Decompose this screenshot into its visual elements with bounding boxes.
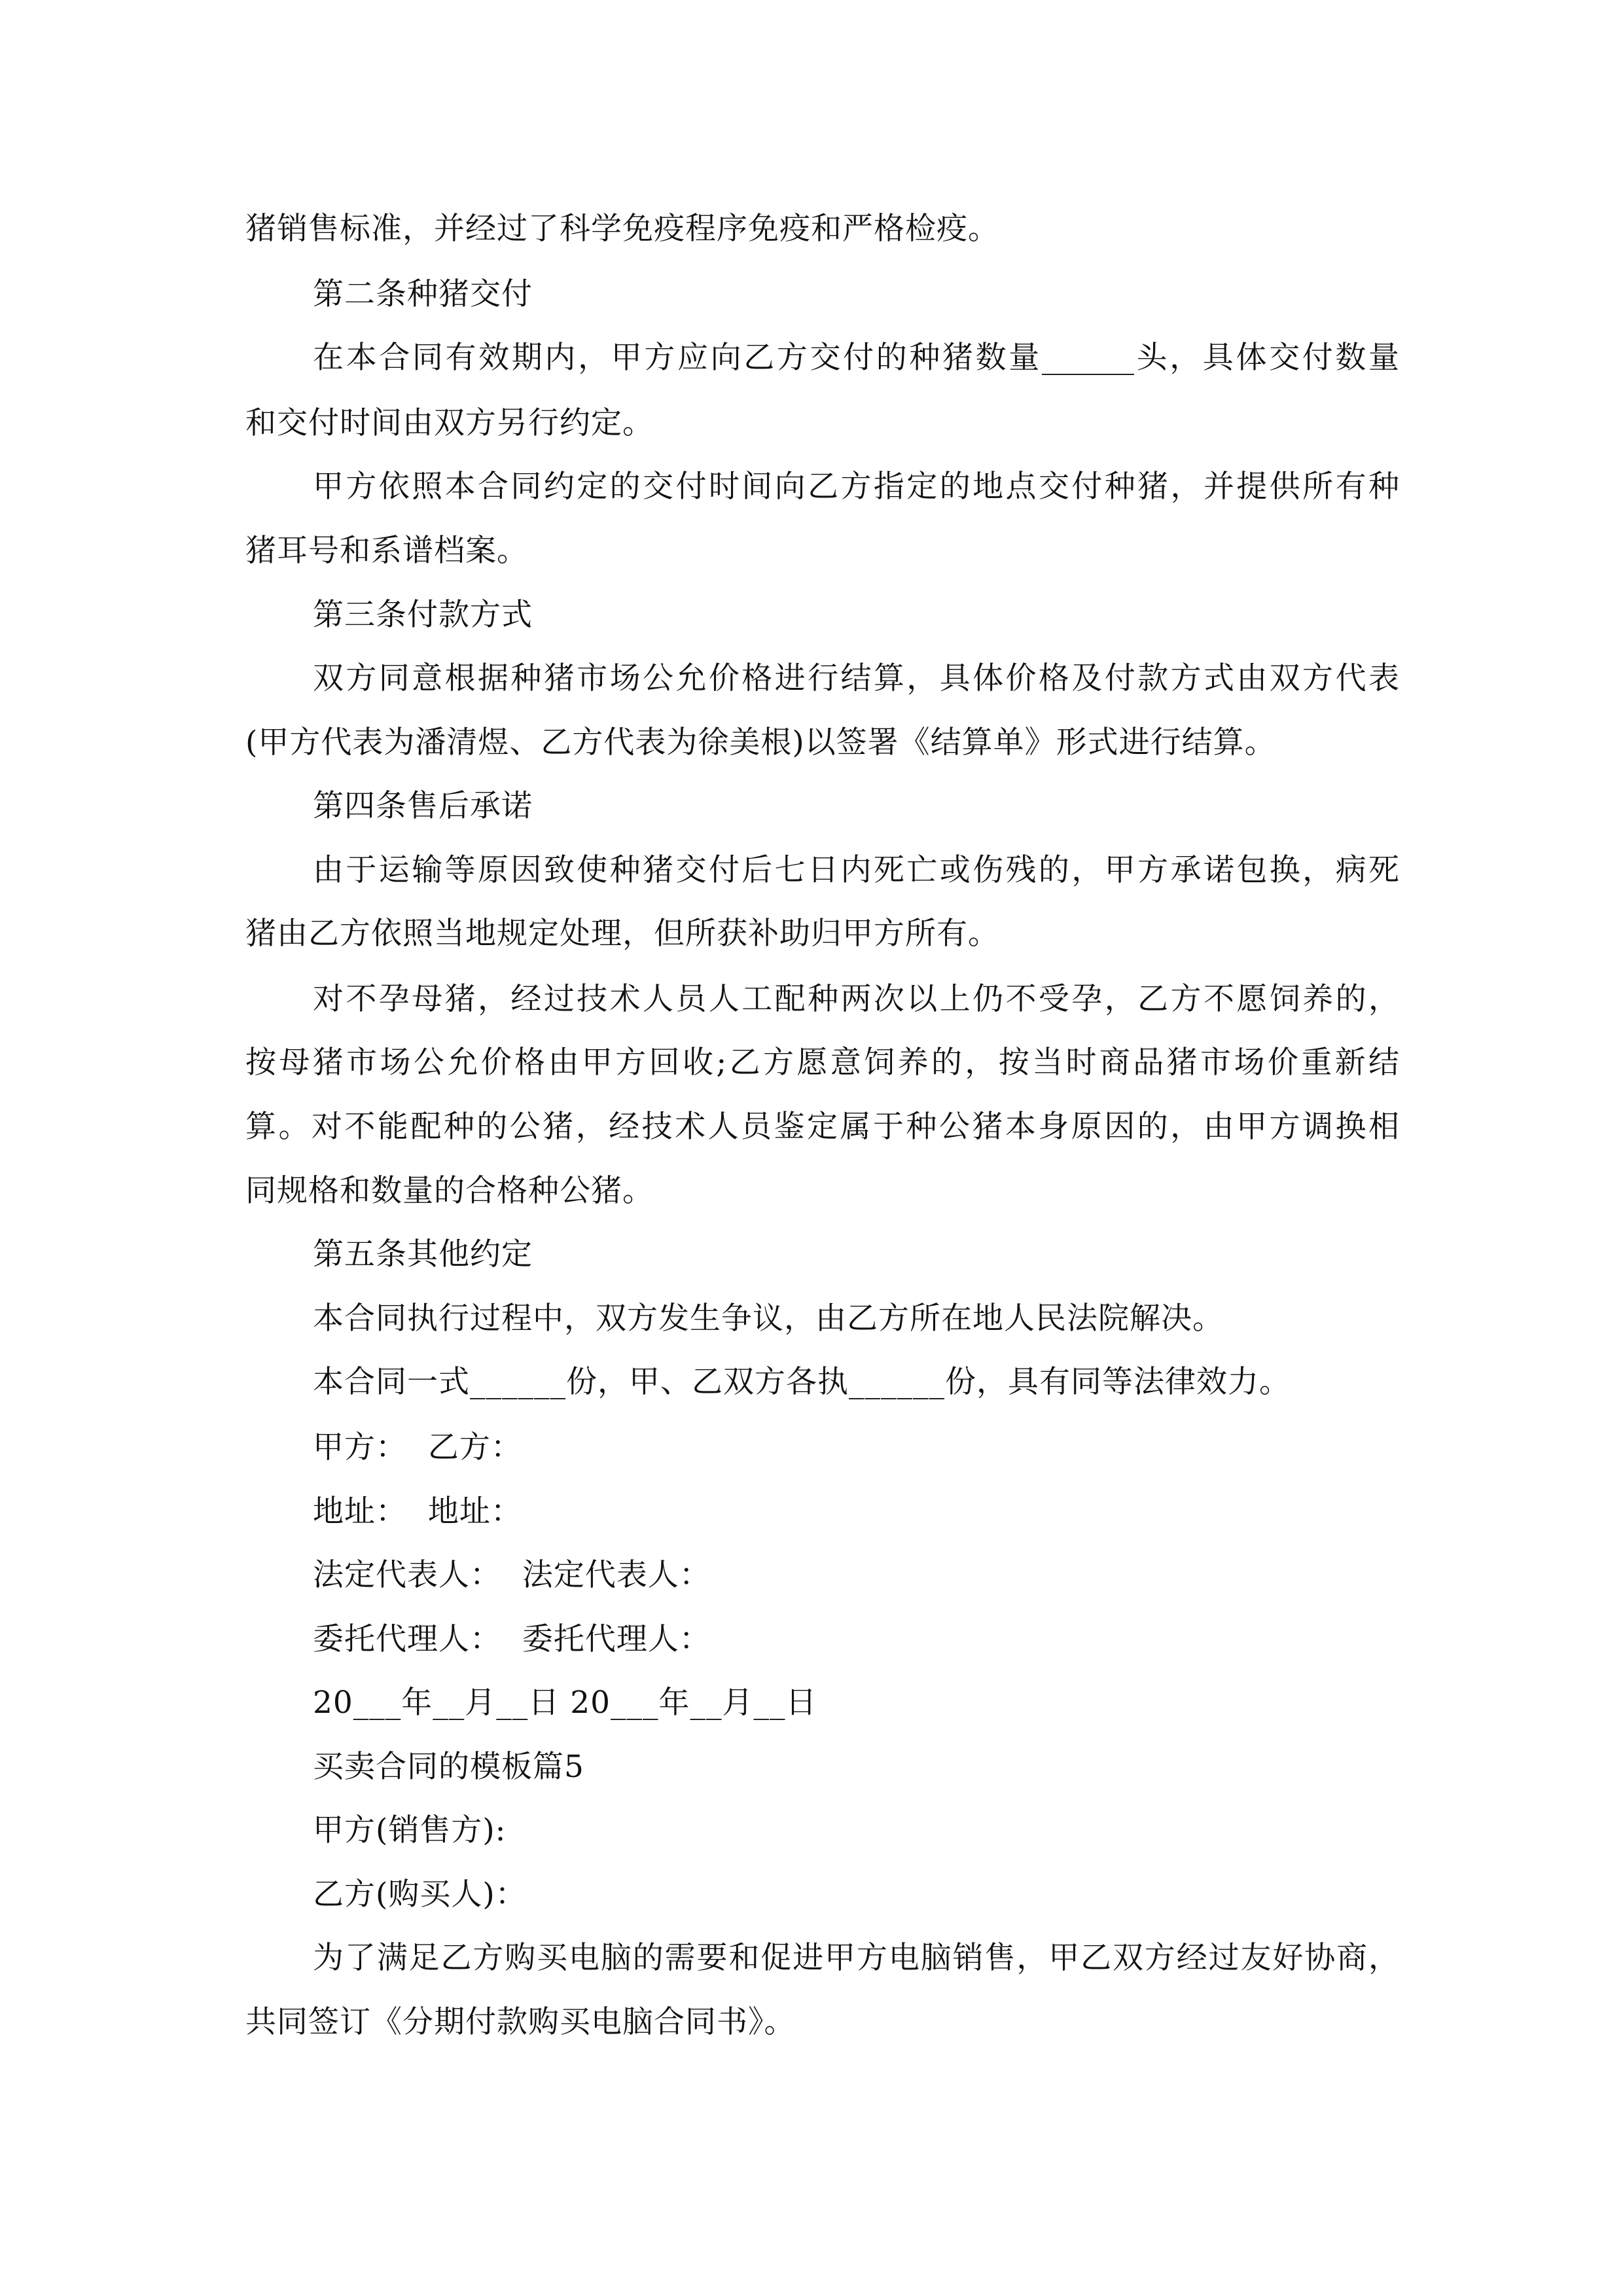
party-a-line: 甲方(销售方): <box>313 1812 507 1848</box>
signature-address-line: 地址： 地址： <box>313 1494 522 1530</box>
paragraph-line: 为了满足乙方购买电脑的需要和促进甲方电脑销售，甲乙双方经过友好协商， <box>313 1940 1399 1976</box>
paragraph-line: 甲方依照本合同约定的交付时间向乙方指定的地点交付种猪，并提供所有种 <box>313 469 1399 505</box>
signature-date-line: 20___年__月__日 20___年__月__日 <box>313 1685 817 1721</box>
paragraph-line-continuation: 猪由乙方依照当地规定处理，但所获补助归甲方所有。 <box>245 916 999 952</box>
signature-legal-rep-line: 法定代表人： 法定代表人： <box>313 1557 711 1593</box>
signature-agent-line: 委托代理人： 委托代理人： <box>313 1621 711 1657</box>
paragraph-line: 对不孕母猪，经过技术人员人工配种两次以上仍不受孕，乙方不愿饲养的， <box>313 981 1399 1017</box>
section-heading-article-5: 第五条其他约定 <box>313 1236 533 1272</box>
party-b-line: 乙方(购买人)： <box>313 1876 527 1912</box>
section-title-template-5: 买卖合同的模板篇5 <box>313 1749 584 1785</box>
paragraph-line-continuation: (甲方代表为潘清煜、乙方代表为徐美根)以签署《结算单》形式进行结算。 <box>245 725 1276 761</box>
paragraph-line-continuation: 猪销售标准，并经过了科学免疫程序免疫和严格检疫。 <box>245 211 999 247</box>
paragraph-line: 双方同意根据种猪市场公允价格进行结算，具体价格及付款方式由双方代表 <box>313 660 1399 696</box>
paragraph-line-continuation: 共同签订《分期付款购买电脑合同书》。 <box>245 2004 796 2040</box>
paragraph-line-continuation: 和交付时间由双方另行约定。 <box>245 405 654 441</box>
paragraph-line-continuation: 按母猪市场公允价格由甲方回收;乙方愿意饲养的，按当时商品猪市场价重新结 <box>245 1045 1399 1081</box>
section-heading-article-4: 第四条售后承诺 <box>313 788 533 824</box>
paragraph-line-continuation: 同规格和数量的合格种公猪。 <box>245 1173 654 1209</box>
paragraph-line: 在本合同有效期内，甲方应向乙方交付的种猪数量______头，具体交付数量 <box>313 340 1399 376</box>
paragraph-line-continuation: 算。对不能配种的公猪，经技术人员鉴定属于种公猪本身原因的，由甲方调换相 <box>245 1109 1399 1145</box>
signature-party-line: 甲方： 乙方： <box>313 1429 522 1465</box>
paragraph-line: 本合同执行过程中，双方发生争议，由乙方所在地人民法院解决。 <box>313 1300 1224 1336</box>
section-heading-article-3: 第三条付款方式 <box>313 597 533 633</box>
paragraph-line: 本合同一式______份，甲、乙双方各执______份，具有同等法律效力。 <box>313 1364 1291 1400</box>
section-heading-article-2: 第二条种猪交付 <box>313 276 533 312</box>
paragraph-line: 由于运输等原因致使种猪交付后七日内死亡或伤残的，甲方承诺包换，病死 <box>313 852 1399 888</box>
paragraph-line-continuation: 猪耳号和系谱档案。 <box>245 533 528 569</box>
